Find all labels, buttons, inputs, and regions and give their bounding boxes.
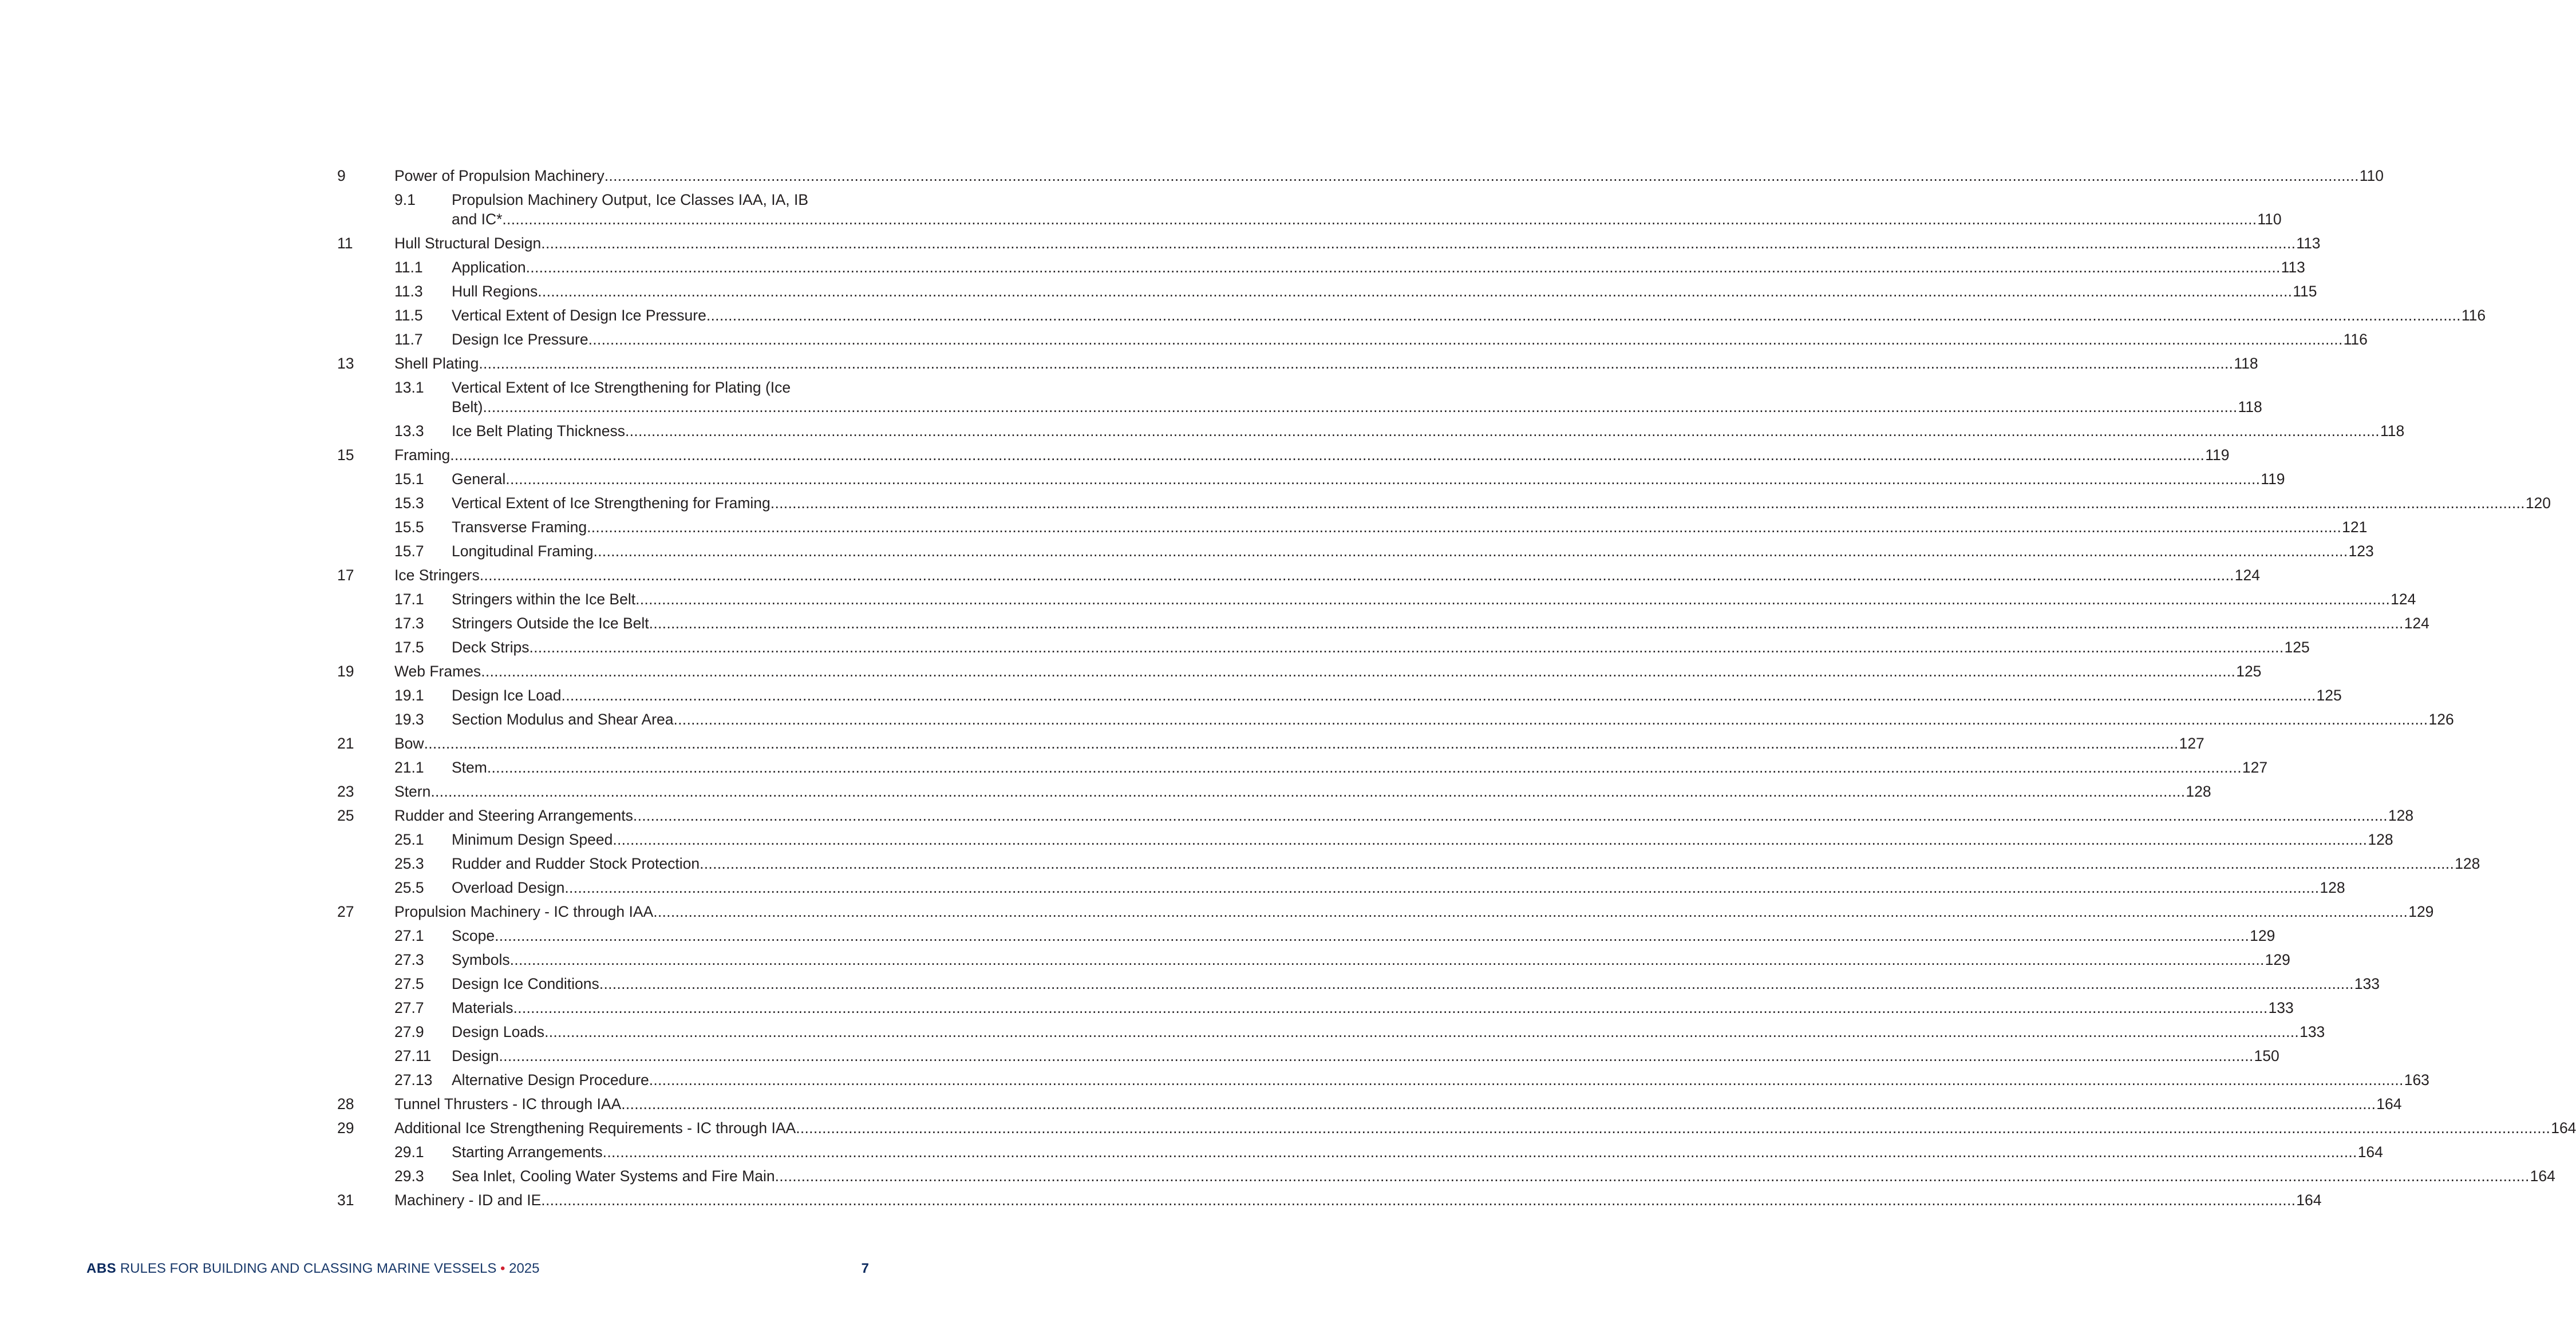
toc-page-number: 164 [2530, 1167, 2555, 1185]
toc-number: 27.7 [394, 999, 424, 1016]
toc-page-number: 125 [2316, 687, 2342, 704]
toc-page-number: 124 [2234, 567, 2260, 584]
toc-page-number: 127 [2242, 759, 2268, 776]
toc-subsection-entry[interactable] [394, 330, 2368, 349]
toc-number: 11.1 [394, 259, 423, 276]
toc-page-number: 124 [2404, 615, 2429, 632]
toc-subsection-entry[interactable] [394, 998, 2294, 1018]
dot-leader: ................................................................................................................................................................................................................................................................................................................................................................................................................ [625, 422, 2380, 440]
toc-number: 19.1 [394, 687, 424, 704]
toc-section-entry[interactable] [337, 445, 2230, 465]
dot-leader: ................................................................................................................................................................................................................................................................................................................................................................................................................ [513, 999, 2268, 1016]
dot-leader: ................................................................................................................................................................................................................................................................................................................................................................................................................ [770, 494, 2525, 512]
toc-page-number: 128 [2320, 879, 2345, 896]
toc-number: 25.3 [394, 855, 424, 872]
dot-leader: ................................................................................................................................................................................................................................................................................................................................................................................................................ [593, 543, 2348, 560]
toc-number: 19 [337, 663, 354, 680]
toc-number: 17 [337, 567, 354, 584]
dot-leader: ................................................................................................................................................................................................................................................................................................................................................................................................................ [633, 807, 2388, 824]
toc-subsection-entry[interactable] [394, 1022, 2325, 1042]
toc-title: Framing [394, 446, 451, 464]
toc-subsection-entry[interactable] [394, 378, 2262, 417]
toc-section-entry[interactable] [337, 806, 2414, 825]
dot-leader: ................................................................................................................................................................................................................................................................................................................................................................................................................ [529, 639, 2284, 656]
toc-number: 11 [337, 235, 353, 252]
dot-leader: ................................................................................................................................................................................................................................................................................................................................................................................................................ [564, 879, 2320, 896]
toc-page-number: 125 [2284, 639, 2310, 656]
toc-page-number: 116 [2461, 307, 2486, 324]
dot-leader: ................................................................................................................................................................................................................................................................................................................................................................................................................ [424, 735, 2179, 752]
toc-page-number: 115 [2293, 283, 2317, 300]
dot-leader: ................................................................................................................................................................................................................................................................................................................................................................................................................ [495, 927, 2250, 944]
toc-number: 15.7 [394, 543, 424, 560]
toc-number: 11.3 [394, 283, 423, 300]
toc-subsection-entry[interactable] [394, 517, 2368, 537]
toc-subsection-entry[interactable] [394, 1046, 2279, 1066]
dot-leader: ................................................................................................................................................................................................................................................................................................................................................................................................................ [450, 446, 2205, 464]
toc-title: Design Loads [452, 1023, 545, 1040]
toc-page-number: 129 [2265, 951, 2290, 968]
dot-leader: ................................................................................................................................................................................................................................................................................................................................................................................................................ [502, 211, 2257, 228]
toc-page-number: 150 [2254, 1047, 2279, 1064]
toc-subsection-entry[interactable] [394, 493, 2551, 513]
toc-page-number: 126 [2428, 711, 2454, 728]
toc-page-number: 124 [2391, 591, 2416, 608]
toc-subsection-entry[interactable] [394, 974, 2380, 993]
dot-leader: ................................................................................................................................................................................................................................................................................................................................................................................................................ [649, 1071, 2404, 1088]
footer-bullet: • [500, 1261, 505, 1276]
toc-title: Vertical Extent of Design Ice Pressure [452, 307, 706, 324]
toc-subsection-entry[interactable] [394, 830, 2393, 849]
toc-page-number: 133 [2300, 1023, 2325, 1040]
toc-subsection-entry[interactable] [394, 950, 2290, 969]
toc-number: 27.1 [394, 927, 424, 944]
toc-page-number: 113 [2296, 235, 2321, 252]
toc-section-entry[interactable] [337, 166, 2384, 185]
toc-title: Hull Structural Design [394, 235, 542, 252]
toc-number: 21 [337, 735, 354, 752]
toc-title: Stem [452, 759, 487, 776]
toc-title: Longitudinal Framing [452, 543, 594, 560]
dot-leader: ................................................................................................................................................................................................................................................................................................................................................................................................................ [430, 783, 2186, 800]
toc-subsection-entry[interactable] [394, 306, 2486, 325]
toc-title: Additional Ice Strengthening Requirements - IC through IAA [394, 1119, 796, 1137]
toc-number: 28 [337, 1095, 354, 1113]
toc-title: Stern [394, 783, 431, 800]
toc-section-entry[interactable] [337, 662, 2262, 681]
dot-leader: ................................................................................................................................................................................................................................................................................................................................................................................................................ [613, 831, 2368, 848]
dot-leader: ................................................................................................................................................................................................................................................................................................................................................................................................................ [635, 591, 2391, 608]
toc-page-number: 119 [2205, 446, 2230, 464]
toc-page-number: 128 [2186, 783, 2211, 800]
toc-page-number: 163 [2404, 1071, 2429, 1088]
dot-leader: ................................................................................................................................................................................................................................................................................................................................................................................................................ [538, 283, 2293, 300]
footer-brand: ABS [86, 1261, 117, 1276]
toc-title: Vertical Extent of Ice Strengthening for Plating (Ice [452, 379, 791, 396]
dot-leader: ................................................................................................................................................................................................................................................................................................................................................................................................................ [700, 855, 2455, 872]
toc-number: 23 [337, 783, 354, 800]
dot-leader: ................................................................................................................................................................................................................................................................................................................................................................................................................ [587, 518, 2342, 536]
dot-leader: ................................................................................................................................................................................................................................................................................................................................................................................................................ [544, 1023, 2300, 1040]
toc-number: 11.7 [394, 331, 423, 348]
toc-title: Application [452, 259, 526, 276]
dot-leader: ................................................................................................................................................................................................................................................................................................................................................................................................................ [509, 951, 2265, 968]
toc-number: 17.3 [394, 615, 424, 632]
toc-subsection-entry[interactable] [394, 613, 2429, 633]
toc-section-entry[interactable] [337, 1190, 2322, 1210]
page-footer [86, 1259, 869, 1278]
toc-subsection-entry[interactable] [394, 190, 2282, 229]
toc-section-entry[interactable] [337, 1118, 2576, 1138]
toc-number: 15.3 [394, 494, 424, 512]
dot-leader: ................................................................................................................................................................................................................................................................................................................................................................................................................ [483, 398, 2238, 415]
toc-page-number: 128 [2388, 807, 2414, 824]
toc-page-number: 125 [2236, 663, 2262, 680]
toc-title: Design [452, 1047, 499, 1064]
toc-title: Transverse Framing [452, 518, 587, 536]
toc-number: 27.9 [394, 1023, 424, 1040]
toc-page-number: 118 [2238, 398, 2262, 415]
dot-leader: ................................................................................................................................................................................................................................................................................................................................................................................................................ [541, 1191, 2296, 1209]
toc-title: Machinery - ID and IE [394, 1191, 542, 1209]
toc-number: 27 [337, 903, 354, 920]
toc-page-number: 119 [2261, 470, 2285, 488]
footer-page-number: 7 [861, 1261, 869, 1276]
toc-title: Propulsion Machinery - IC through IAA [394, 903, 654, 920]
toc-subsection-entry[interactable] [394, 421, 2405, 441]
toc-title: Hull Regions [452, 283, 538, 300]
dot-leader: ................................................................................................................................................................................................................................................................................................................................................................................................................ [561, 687, 2316, 704]
toc-title: Symbols [452, 951, 510, 968]
toc-title: Materials [452, 999, 513, 1016]
toc-title: Shell Plating [394, 355, 479, 372]
toc-page-number: 127 [2179, 735, 2204, 752]
toc-title: Scope [452, 927, 495, 944]
toc-number: 27.5 [394, 975, 424, 992]
toc-page-number: 129 [2408, 903, 2434, 920]
dot-leader: ................................................................................................................................................................................................................................................................................................................................................................................................................ [481, 663, 2236, 680]
toc-section-entry[interactable] [337, 233, 2321, 253]
toc-title: General [452, 470, 506, 488]
toc-number: 13.1 [394, 379, 424, 396]
toc-section-entry[interactable] [337, 565, 2260, 585]
toc-number: 25 [337, 807, 354, 824]
toc-number: 27.11 [394, 1047, 432, 1064]
dot-leader: ................................................................................................................................................................................................................................................................................................................................................................................................................ [673, 711, 2428, 728]
toc-number: 11.5 [394, 307, 423, 324]
toc-subsection-entry[interactable] [394, 854, 2480, 873]
toc-subsection-entry[interactable] [394, 589, 2416, 609]
toc-subsection-entry[interactable] [394, 1070, 2429, 1090]
dot-leader: ................................................................................................................................................................................................................................................................................................................................................................................................................ [487, 759, 2242, 776]
toc-number: 29.1 [394, 1143, 424, 1161]
toc-title: and IC* [452, 211, 503, 228]
toc-title: Starting Arrangements [452, 1143, 603, 1161]
toc-number: 25.1 [394, 831, 424, 848]
dot-leader: ................................................................................................................................................................................................................................................................................................................................................................................................................ [653, 903, 2408, 920]
toc-number: 29.3 [394, 1167, 424, 1185]
toc-number: 31 [337, 1191, 354, 1209]
toc-subsection-entry[interactable] [394, 926, 2275, 945]
toc-title: Design Ice Load [452, 687, 562, 704]
toc-subsection-entry[interactable] [394, 710, 2454, 729]
dot-leader: ................................................................................................................................................................................................................................................................................................................................................................................................................ [479, 567, 2234, 584]
toc-page-number: 133 [2268, 999, 2294, 1016]
toc-title: Stringers Outside the Ice Belt [452, 615, 649, 632]
toc-title: Belt) [452, 398, 483, 415]
dot-leader: ................................................................................................................................................................................................................................................................................................................................................................................................................ [599, 975, 2354, 992]
toc-section-entry[interactable] [337, 354, 2258, 373]
toc-number: 17.1 [394, 591, 424, 608]
dot-leader: ................................................................................................................................................................................................................................................................................................................................................................................................................ [621, 1095, 2376, 1113]
toc-number: 15 [337, 446, 354, 464]
toc-title: Deck Strips [452, 639, 530, 656]
toc-title: Stringers within the Ice Belt [452, 591, 636, 608]
toc-title: Bow [394, 735, 424, 752]
toc-subsection-entry[interactable] [394, 258, 2305, 277]
toc-page-number: 118 [2380, 422, 2405, 440]
toc-number: 21.1 [394, 759, 424, 776]
dot-leader: ................................................................................................................................................................................................................................................................................................................................................................................................................ [541, 235, 2296, 252]
dot-leader: ................................................................................................................................................................................................................................................................................................................................................................................................................ [479, 355, 2234, 372]
toc-number: 13 [337, 355, 354, 372]
dot-leader: ................................................................................................................................................................................................................................................................................................................................................................................................................ [602, 1143, 2357, 1161]
dot-leader: ................................................................................................................................................................................................................................................................................................................................................................................................................ [526, 259, 2281, 276]
toc-title: Overload Design [452, 879, 565, 896]
toc-title: Design Ice Pressure [452, 331, 588, 348]
toc-subsection-entry[interactable] [394, 638, 2310, 657]
toc-section-entry[interactable] [337, 1094, 2402, 1114]
dot-leader: ................................................................................................................................................................................................................................................................................................................................................................................................................ [604, 167, 2359, 184]
toc-page-number: 121 [2342, 518, 2368, 536]
toc-title: Design Ice Conditions [452, 975, 599, 992]
toc-title: Minimum Design Speed [452, 831, 613, 848]
toc-page-number: 123 [2348, 543, 2374, 560]
dot-leader: ................................................................................................................................................................................................................................................................................................................................................................................................................ [796, 1119, 2551, 1137]
footer-title: RULES FOR BUILDING AND CLASSING MARINE VESSELS [116, 1261, 501, 1276]
toc-number: 13.3 [394, 422, 424, 440]
dot-leader: ................................................................................................................................................................................................................................................................................................................................................................................................................ [649, 615, 2404, 632]
toc-number: 17.5 [394, 639, 424, 656]
dot-leader: ................................................................................................................................................................................................................................................................................................................................................................................................................ [499, 1047, 2254, 1064]
toc-subsection-entry[interactable] [394, 758, 2268, 777]
toc-title: Rudder and Rudder Stock Protection [452, 855, 700, 872]
toc-title: Power of Propulsion Machinery [394, 167, 605, 184]
toc-subsection-entry[interactable] [394, 878, 2345, 897]
toc-number: 27.13 [394, 1071, 433, 1088]
footer-year: 2025 [505, 1261, 540, 1276]
toc-number: 15.1 [394, 470, 424, 488]
toc-subsection-entry[interactable] [394, 686, 2342, 705]
toc-title: Section Modulus and Shear Area [452, 711, 674, 728]
toc-title: Ice Belt Plating Thickness [452, 422, 625, 440]
toc-page-number: 113 [2281, 259, 2305, 276]
toc-subsection-entry[interactable] [394, 469, 2285, 489]
toc-section-entry[interactable] [337, 734, 2204, 753]
toc-subsection-entry[interactable] [394, 1166, 2555, 1186]
toc-number: 25.5 [394, 879, 424, 896]
toc-page-number: 118 [2234, 355, 2258, 372]
toc-title: Sea Inlet, Cooling Water Systems and Fire Main [452, 1167, 775, 1185]
toc-page-number: 110 [2257, 211, 2282, 228]
toc-number: 27.3 [394, 951, 424, 968]
toc-title: Vertical Extent of Ice Strengthening for Framing [452, 494, 771, 512]
dot-leader: ................................................................................................................................................................................................................................................................................................................................................................................................................ [775, 1167, 2530, 1185]
toc-page-number: 128 [2368, 831, 2393, 848]
toc-title: Alternative Design Procedure [452, 1071, 649, 1088]
toc-page-number: 164 [2376, 1095, 2402, 1113]
dot-leader: ................................................................................................................................................................................................................................................................................................................................................................................................................ [588, 331, 2343, 348]
toc-page-number: 133 [2354, 975, 2380, 992]
toc-number: 19.3 [394, 711, 424, 728]
toc-page-number: 164 [2551, 1119, 2576, 1137]
toc-title: Rudder and Steering Arrangements [394, 807, 633, 824]
toc-page-number: 120 [2525, 494, 2551, 512]
toc-page-number: 129 [2250, 927, 2275, 944]
toc-number: 9.1 [394, 191, 416, 208]
toc-page-number: 128 [2455, 855, 2480, 872]
toc-title: Ice Stringers [394, 567, 480, 584]
toc-subsection-entry[interactable] [394, 541, 2374, 561]
dot-leader: ................................................................................................................................................................................................................................................................................................................................................................................................................ [505, 470, 2261, 488]
toc-page-number: 110 [2359, 167, 2384, 184]
toc-page-number: 164 [2296, 1191, 2322, 1209]
toc-title: Web Frames [394, 663, 481, 680]
toc-number: 29 [337, 1119, 354, 1137]
toc-page-number: 164 [2357, 1143, 2383, 1161]
toc-number: 9 [337, 167, 346, 184]
toc-number: 15.5 [394, 518, 424, 536]
toc-title: Tunnel Thrusters - IC through IAA [394, 1095, 622, 1113]
toc-subsection-entry[interactable] [394, 282, 2317, 301]
toc-section-entry[interactable] [337, 782, 2211, 801]
toc-page-number: 116 [2343, 331, 2368, 348]
toc-section-entry[interactable] [337, 902, 2434, 921]
dot-leader: ................................................................................................................................................................................................................................................................................................................................................................................................................ [706, 307, 2461, 324]
toc-title: Propulsion Machinery Output, Ice Classes IAA, IA, IB [452, 191, 809, 208]
toc-subsection-entry[interactable] [394, 1142, 2383, 1162]
